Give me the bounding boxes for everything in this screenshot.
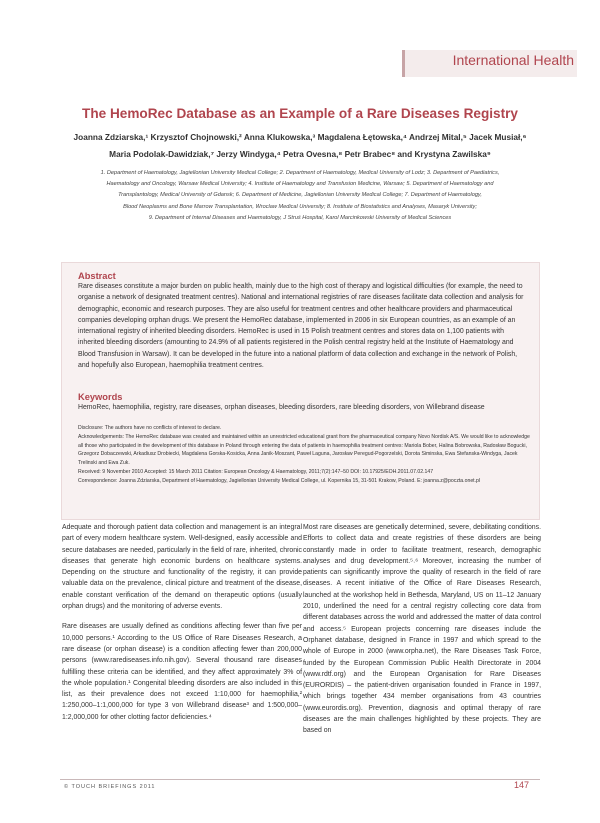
acknowledgements-note: Acknowledgements: The HemoRec database was created and maintained within an unrestricted educational grant from the pharmaceutical company Novo Nordisk A/S. We would like to acknowledge all those who participated in the development of this database in Poland through entering the data of patients in haemophilia treatment centres: Mariola Bober, Halina Bobrowska, Radosław Bogucki, Grzegorz Dobaczewski, Arkadiusz Drobiecki, Magdalena Gorska-Kosicka, Anna Janik-Moszant, Paweł Laguna, Jarosław Peregud-Pogorzelski, Dorota Siminska, Ewa Stefanska-Windyga, Jacek Trelinski and Ewa Zuk.: [78, 433, 530, 467]
affiliation-line: Blood Neoplasms and Bone Marrow Transplantation, Wroclaw Medical University; 8. Institute of Biostatistics and Analyses, Masaryk University;: [123, 203, 477, 210]
article-notes: [78, 424, 533, 486]
affiliations: [60, 168, 540, 224]
section-label: International Health: [452, 52, 574, 68]
body-paragraph: Adequate and thorough patient data collection and management is an integral part of every modern healthcare system. Well-designed, easily accessible and secure databases are needed, particularly in the field of rare, inherited, chronic diseases that generate high economic burdens on healthcare systems. Depending on the structure and functionality of the registry, it can provide valuable data on the prevalence, clinical picture and treatment of the disease, enable constant verification of the demand on therapeutic options (usually orphan drugs) and the monitoring of adverse events.: [62, 524, 302, 611]
affiliation-line: Transplantology, Medical University of Gdansk; 6. Department of Medicine, Jagiellonian University Medical College; 7. Department of Haematology,: [118, 192, 482, 199]
affiliation-line: Haematology and Oncology, Warsaw Medical University; 4. Institute of Haematology and Transfusion Medicine, Warsaw; 5. Department of Haematology and: [106, 181, 494, 188]
disclosure-note: Disclosure: The authors have no conflicts of interest to declare.: [78, 425, 222, 431]
page-number: 147: [514, 780, 530, 790]
affiliation-line: 9. Department of Internal Diseases and Haematology, J Struś Hospital, Karol Marcinkowski University of Medical Sciences: [148, 214, 452, 221]
keywords-text: HemoRec, haemophilia, registry, rare diseases, orphan diseases, bleeding disorders, rare bleeding disorders, von Willebrand disease: [78, 404, 485, 411]
author-line: Maria Podolak-Dawidziak,⁷ Jerzy Windyga,⁴ Petra Ovesna,⁸ Petr Brabec⁸ and Krystyna Zawilska⁹: [109, 149, 491, 159]
abstract-heading: Abstract: [78, 271, 116, 281]
body-column-right: [303, 522, 541, 746]
keywords-heading: Keywords: [78, 392, 123, 402]
correspondence-note: Correspondence: Joanna Zdziarska, Department of Haematology, Jagiellonian University Medical College, ul. Kopernika 15, 31-501 Krakow, Poland. E: joanna.z@poczta.onet.pl: [78, 477, 481, 484]
article-title: The HemoRec Database as an Example of a Rare Diseases Registry: [82, 106, 518, 121]
body-paragraph: Most rare diseases are genetically determined, severe, debilitating conditions. Efforts to collect data and create registries of these disorders are being constantly made in order to facilitate treatment, research, demographic analyses and drug development.⁵˒⁶ Moreover, increasing the number of patients can significantly improve the quality of research in the field of rare diseases. A recent initiative of the Office of Rare Diseases Research, launched at the workshop held in Bethesda, Maryland, US on 11–12 January 2010, underlined the need for a central registry collecting core data from different databases across the world and addressed the matter of data control and access.⁵ European projects concerning rare diseases include the Orphanet database, designed in France in 1997 and which spread to the whole of Europe in 2000 (www.orpha.net), the Rare Diseases Task Force, funded by the European Commission Public Health Directorate in 2004 (www.rdtf.org) and the European Organisation for Rare Diseases (EURORDIS) – the patient-driven organisation founded in France in 1997, which brings together 434 member organisations from 43 countries (www.eurordis.org). Prevention, diagnosis and optimal therapy of rare diseases are the main challenges highlighted by these projects. They are based on: [303, 524, 541, 735]
received-note: Received: 9 November 2010 Accepted: 15 March 2011 Citation: European Oncology & Haematology, 2011;7(2):147–50 DOI: 10.17925/EOH.2011.07.02.147: [78, 468, 434, 475]
footer-copyright: © TOUCH BRIEFINGS 2011: [64, 784, 156, 790]
affiliation-line: 1. Department of Haematology, Jagiellonian University Medical College; 2. Department of Haematology, Medical University of Lodz; 3. Department of Paediatrics,: [100, 170, 500, 176]
body-paragraph: Rare diseases are usually defined as conditions affecting fewer than five per 10,000 persons.¹ According to the US Office of Rare Diseases Research, a rare disease (or orphan disease) is a condition affecting fewer than 200,000 persons (www.rarediseases.info.nih.gov). Several thousand rare diseases fulfilling these criteria can be identified, and they affect approximately 3% of the whole population.¹ Congenital bleeding disorders are also included in this list, as their prevalence does not exceed 1:10,000 for haemophilia,² 1:250,000–1:1,000,000 for type 3 von Willebrand disease³ and 1:500,000–1:2,000,000 for other clotting factor deficiencies.⁴: [62, 623, 302, 721]
author-list: [50, 129, 550, 163]
abstract-text: Rare diseases constitute a major burden on public health, mainly due to the high cost of therapy and logistical difficulties (for example, the need to organise a network of designated treatment centres). National and international registries of rare diseases facilitate data collection and analysis for demographic, economic and research purposes. They are also useful for treatment centres and other healthcare providers and pharmaceutical companies developing orphan drugs. We present the HemoRec database, implemented in 2006 in six European countries, as an example of an international registry of inherited bleeding disorders. HemoRec is used in 15 Polish treatment centres and stores data on 1,100 patients with inherited bleeding disorders (amounting to 24.9% of all patients registered in the Polish central registry held at the Institute of Haematology and Blood Transfusion in Warsaw). It can be developed in the future into a national platform of data collection and exchange in the network of Polish, and hopefully also European, haemophilia treatment centres.: [78, 283, 524, 370]
footer-divider: [60, 779, 540, 780]
body-column-left: [62, 522, 302, 732]
author-line: Joanna Zdziarska,¹ Krzysztof Chojnowski,² Anna Klukowska,³ Magdalena Łętowska,⁴ Andrzej Mital,⁵ Jacek Musiał,⁶: [73, 132, 527, 142]
